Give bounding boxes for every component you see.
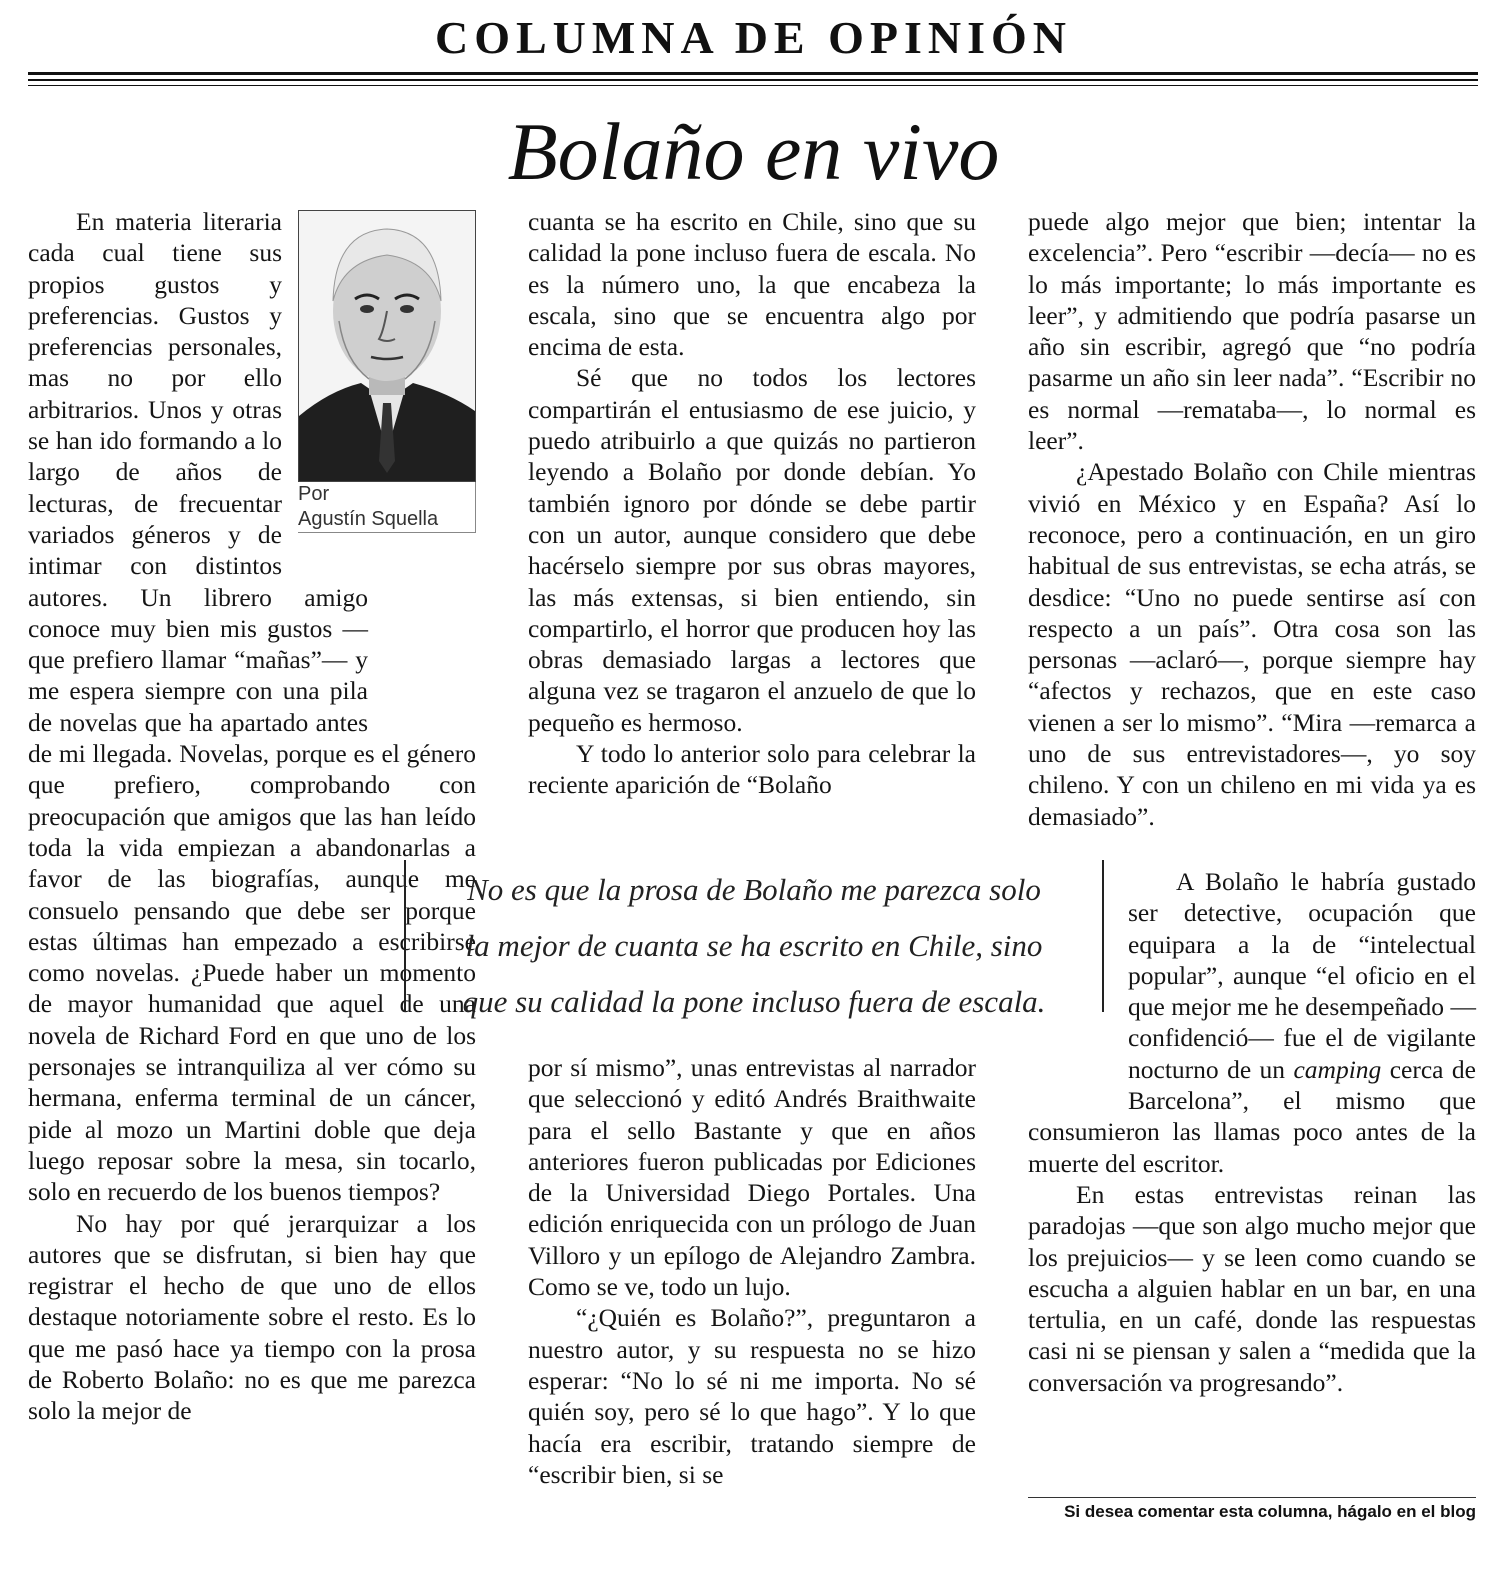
- layout-spacer: [368, 552, 476, 730]
- paragraph: En materia literaria cada cual tiene sus propios gustos y preferencias. Gustos y preferencias personales, mas no por ello arbitrarios. Unos y otras se han ido formando a lo largo de años de lecturas, de frecuentar variados géneros y de intimar con distintos autores. Un librero amigo conoce muy bien mis gustos —que prefiero llamar “mañas”— y me espera siempre con una pila de novelas que ha apartado antes de mi llegada. Novelas, porque es el género que prefiero, comprobando con preocupación que amigos que las han leído toda la vida empiezan a abandonarlas a favor de las biografías, aunque me consuelo pensando que debe ser porque estas últimas han empezado a escribirse como novelas. ¿Puede haber un momento de mayor humanidad que aquel de una novela de Richard Ford en que uno de los personajes se intranquiliza al ver cómo su hermana, enferma terminal de un cáncer, pide al mozo un Martini doble que deja luego reposar sobre la mesa, sin tocarlo, solo en recuerdo de los buenos tiempos?: [28, 207, 476, 1207]
- byline-author-name: Agustín Squella: [298, 508, 439, 530]
- paragraph: por sí mismo”, unas entrevistas al narrador que seleccionó y editó Andrés Braithwaite para el sello Bastante y que en años anteriores fueron publicadas por Ediciones de la Universidad Diego Portales. Una edición enriquecida con un prólogo de Juan Villoro y un epílogo de Alejandro Zambra. Como se ve, todo un lujo.: [528, 1053, 976, 1302]
- italic-word: camping: [1293, 1054, 1382, 1084]
- pull-quote-line: No es que la prosa de Bolaño me parezca solo: [467, 872, 1041, 907]
- footer-rule: [1028, 1497, 1476, 1498]
- author-portrait-image: [298, 210, 476, 482]
- pull-quote-line: la mejor de cuanta se ha escrito en Chile, sino: [465, 928, 1043, 963]
- pull-quote: [404, 860, 1104, 1019]
- header-rule: [28, 79, 1478, 81]
- author-box: [298, 210, 476, 544]
- article-column-3-top: [1028, 206, 1476, 832]
- article-column-2-bottom: [528, 1052, 976, 1490]
- paragraph: Y todo lo anterior solo para celebrar la reciente aparición de “Bolaño: [528, 739, 976, 800]
- text-run: cerca de Barcelona”, el mismo que consumieron las llamas poco antes de la muerte del escritor.: [1028, 1054, 1476, 1178]
- paragraph: ¿Apestado Bolaño con Chile mientras vivió en México y en España? Así lo reconoce, pero a continuación, en un giro habitual de sus entrevistas, se echa atrás, se desdice: “Uno no puede sentirse así con respecto a un país”. Otra cosa son las personas —aclaró—, porque siempre hay “afectos y rechazos, que en este caso vienen a ser lo mismo”. “Mira —remarca a uno de sus entrevistadores—, yo soy chileno. Y con un chileno en mi vida ya es demasiado”.: [1028, 457, 1476, 831]
- paragraph: En estas entrevistas reinan las paradojas —que son algo mucho mejor que los prejuicios— y se leen como cuando se escucha a alguien hablar en un bar, en una tertulia, en un café, donde las respuestas casi ni se piensan y salen a “medida que la conversación va progresando”.: [1028, 1179, 1476, 1397]
- paragraph: Sé que no todos los lectores compartirán el entusiasmo de ese juicio, y puedo atribuirlo a que quizás no partieron leyendo a Bolaño por donde debían. Yo también ignoro por dónde se debe partir con un autor, aunque considero que debe hacérselo siempre por sus obras mayores, las más extensas, si bien entiendo, sin compartirlo, el horror que producen hoy las obras demasiado largas a lectores que alguna vez se tragaron el anzuelo de que lo pequeño es hermoso.: [528, 363, 976, 737]
- paragraph: puede algo mejor que bien; intentar la excelencia”. Pero “escribir —decía— no es lo más importante; lo más importante es leer”, y admitiendo que podría pasarse un año sin escribir, agregó que “no podría pasarme un año sin leer nada”. “Escribir no es normal —remataba—, lo normal es leer”.: [1028, 207, 1476, 456]
- blog-comment-note: Si desea comentar esta columna, hágalo en el blog: [1064, 1502, 1476, 1521]
- headline: Bolaño en vivo: [507, 106, 1000, 197]
- paragraph: “¿Quién es Bolaño?”, preguntaron a nuestro autor, y su respuesta no se hizo esperar: “No lo sé ni me importa. No sé quién soy, pero sé lo que hago”. Y lo que hacía era escribir, tratando siempre de “escribir bien, si se: [528, 1303, 976, 1489]
- text-run: A Bolaño le habría gustado ser detective, ocupación que equipara a la de “intelectual popular”, aunque “el oficio en el que mejor me he desempeñado —confidenció— fue el de vigilante nocturno de un: [1128, 867, 1476, 1084]
- paragraph: No hay por qué jerarquizar a los autores que se disfrutan, si bien hay que registrar el hecho de que uno de ellos destaque notoriamente sobre el resto. Es lo que me pasó hace ya tiempo con la prosa de Roberto Bolaño: no es que me parezca solo la mejor de: [28, 1208, 476, 1426]
- author-byline: [298, 482, 476, 533]
- header-rule: [28, 85, 1478, 86]
- pull-quote-line: que su calidad la pone incluso fuera de escala.: [462, 984, 1046, 1019]
- paragraph: cuanta se ha escrito en Chile, sino que su calidad la pone incluso fuera de escala. No es la número uno, la que encabeza la escala, sino que se encuentra algo por encima de esta.: [528, 207, 976, 362]
- byline-prefix: Por: [298, 483, 330, 505]
- article-column-2-top: [528, 206, 976, 801]
- section-title: COLUMNA DE OPINIÓN: [434, 12, 1073, 63]
- header-rule: [28, 72, 1478, 75]
